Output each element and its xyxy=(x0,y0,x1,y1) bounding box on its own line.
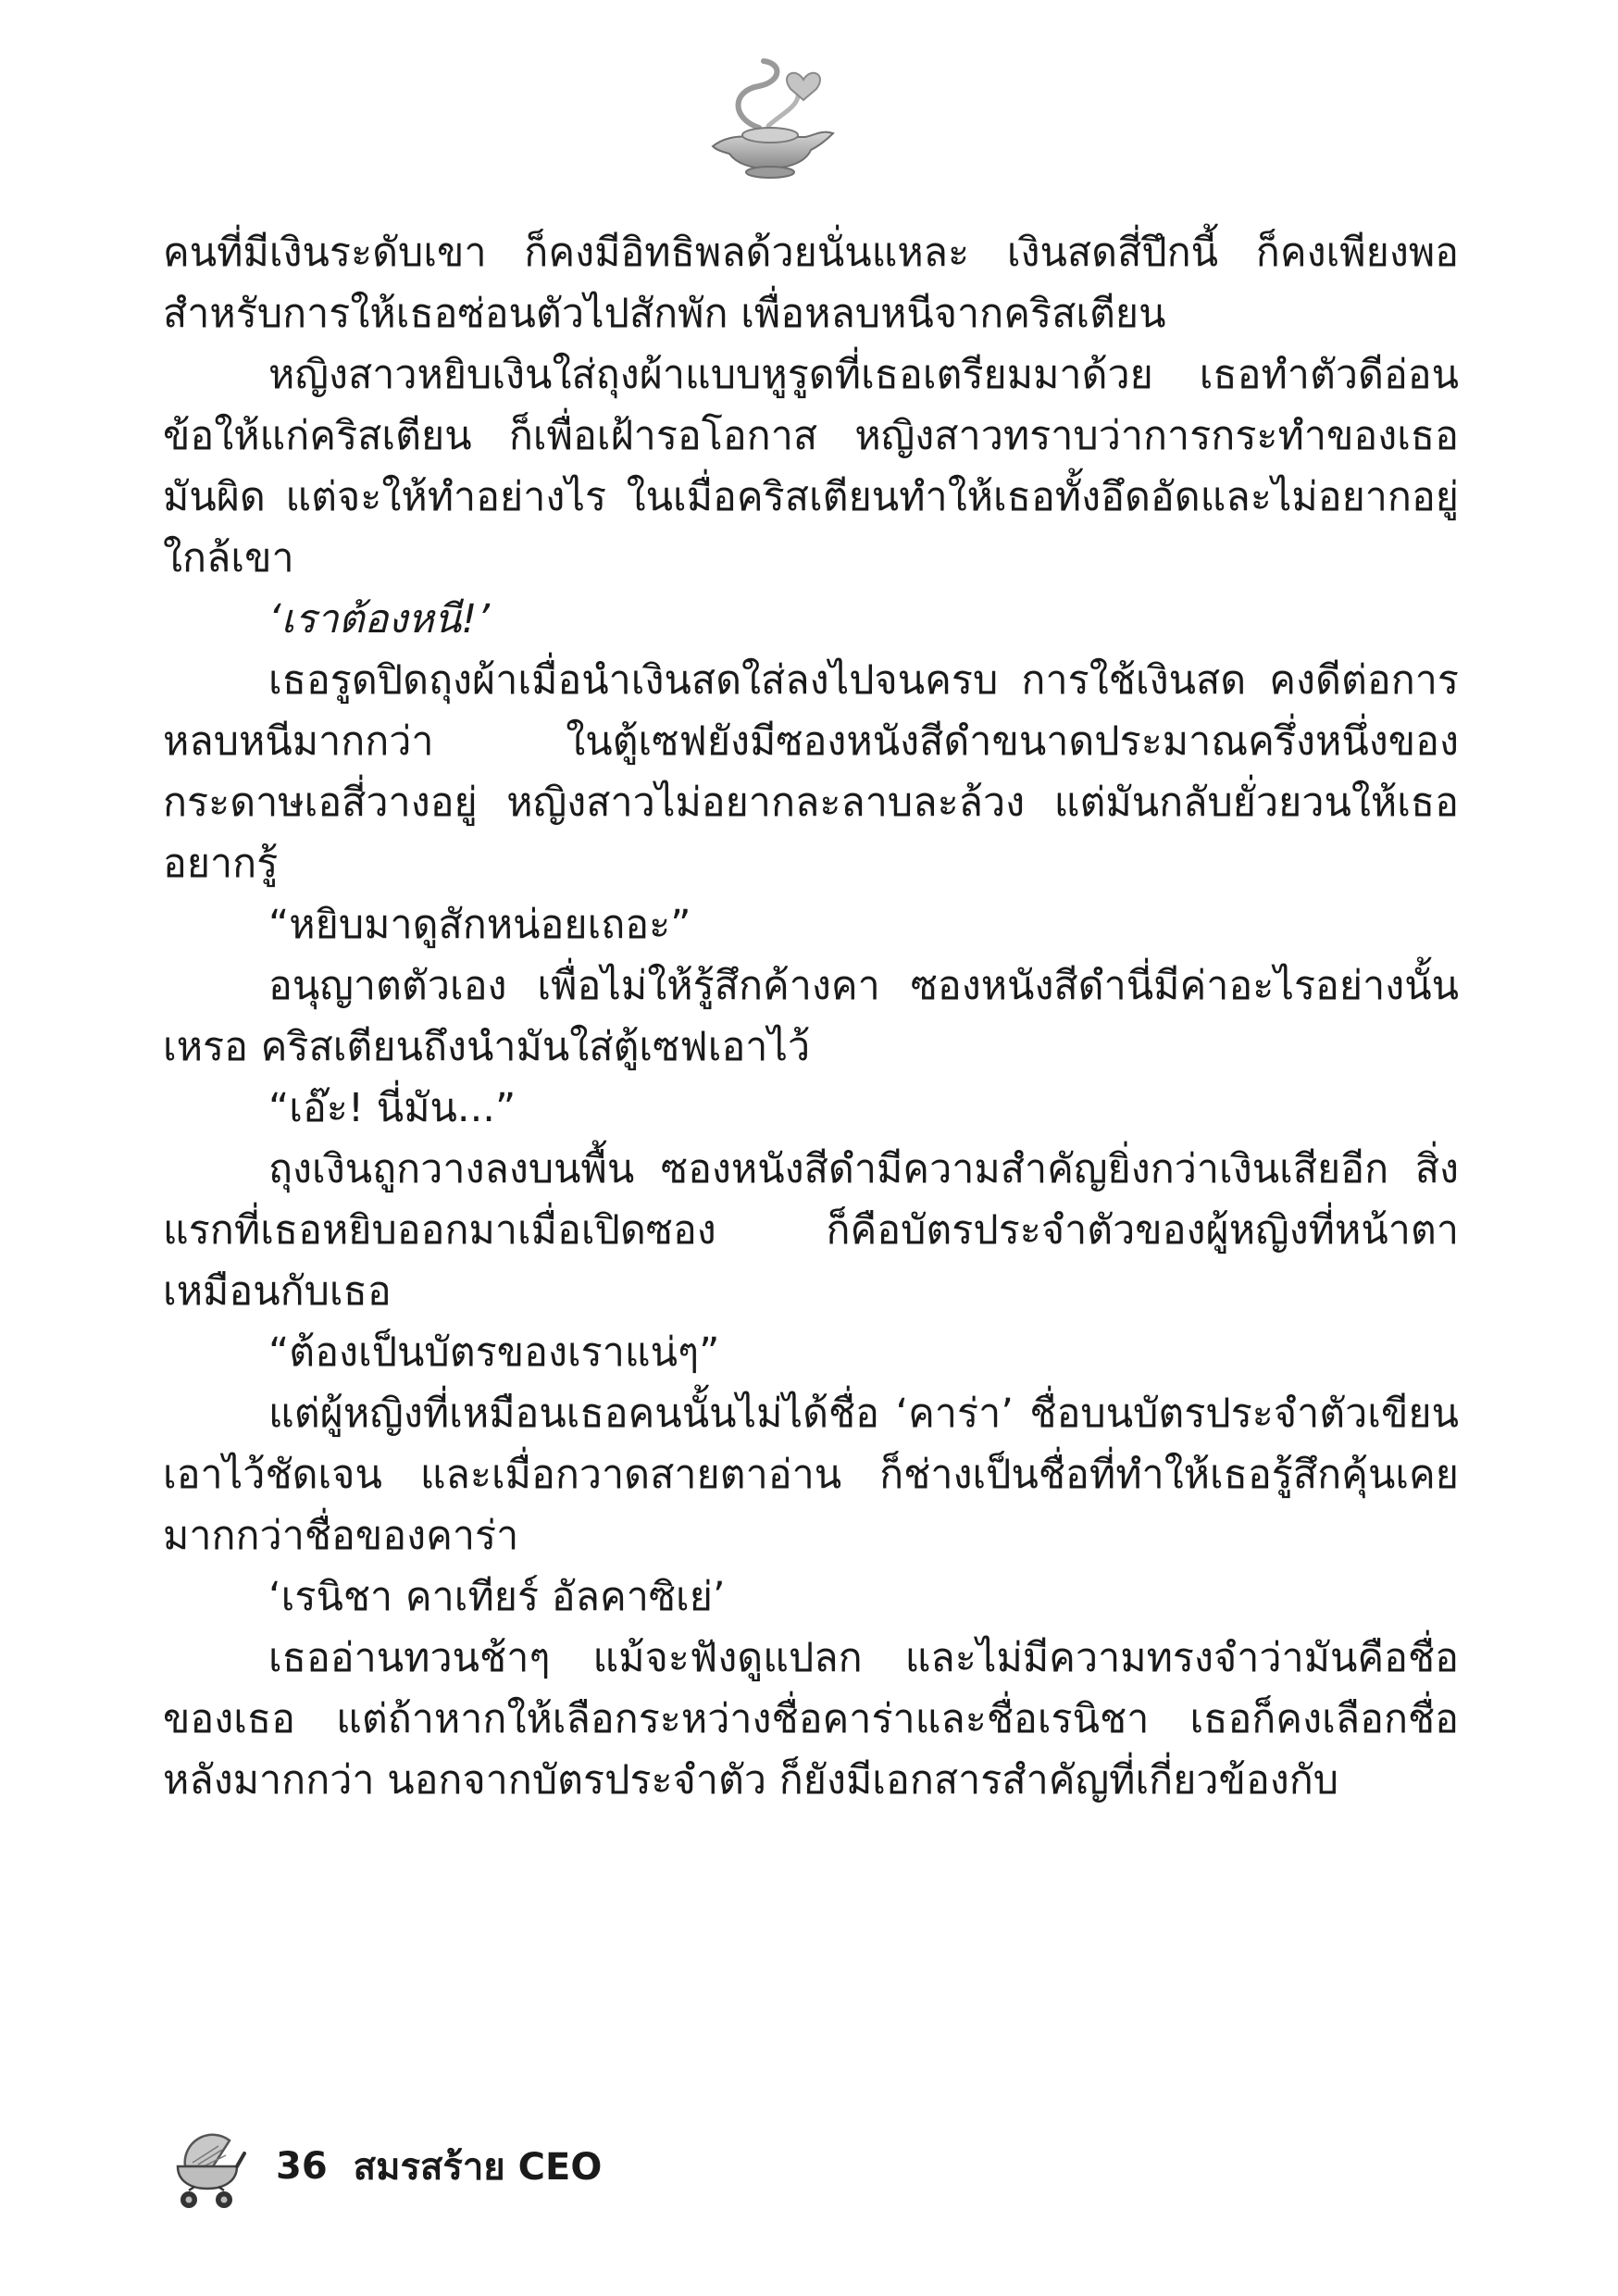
dialogue: “เอ๊ะ! นี่มัน...” xyxy=(268,1085,517,1131)
italic-thought: ‘เราต้องหนี!’ xyxy=(268,596,490,643)
paragraph: เธออ่านทวนช้าๆ แม้จะฟังดูแปลก และไม่มีความทรงจำว่ามันคือชื่อของเธอ แต่ถ้าหากให้เลือกระหว่างชื่อคาร่าและชื่อเรนิชา เธอก็คงเลือกชื่อหลังมากกว่า นอกจากบัตรประจำตัว ก็ยังมีเอกสารสำคัญที่เกี่ยวข้องกับ xyxy=(163,1635,1459,1803)
paragraph: คนที่มีเงินระดับเขา ก็คงมีอิทธิพลด้วยนั่นแหละ เงินสดสี่ปึกนี้ ก็คงเพียงพอสำหรับการให้เธอซ่อนตัวไปสักพัก เพื่อหลบหนีจากคริสเตียน xyxy=(163,230,1459,337)
baby-stroller-icon xyxy=(157,2120,250,2213)
paragraph: หญิงสาวหยิบเงินใส่ถุงผ้าแบบหูรูดที่เธอเตรียมมาด้วย เธอทำตัวดีอ่อนข้อให้แก่คริสเตียน ก็เพื่อเฝ้ารอโอกาส หญิงสาวทราบว่าการกระทำของเธอมันผิด แต่จะให้ทำอย่างไร ในเมื่อคริสเตียนทำให้เธอทั้งอึดอัดและไม่อยากอยู่ใกล้เขา xyxy=(163,352,1459,581)
paragraph: เธอรูดปิดถุงผ้าเมื่อนำเงินสดใส่ลงไปจนครบ การใช้เงินสด คงดีต่อการหลบหนีมากกว่า ในตู้เซฟยังมีซองหนังสีดำขนาดประมาณครึ่งหนึ่งของกระดาษเอสี่วางอยู่ หญิงสาวไม่อยากละลาบละล้วง แต่มันกลับยั่วยวนให้เธออยากรู้ xyxy=(163,657,1459,887)
page-number: 36 xyxy=(276,2145,328,2188)
page-body xyxy=(163,222,1459,1811)
book-title: สมรสร้าย CEO xyxy=(353,2146,603,2189)
paragraph: ถุงเงินถูกวางลงบนพื้น ซองหนังสีดำมีความสำคัญยิ่งกว่าเงินเสียอีก สิ่งแรกที่เธอหยิบออกมาเมื่อเปิดซอง ก็คือบัตรประจำตัวของผู้หญิงที่หน้าตาเหมือนกับเธอ xyxy=(163,1146,1459,1315)
dialogue: “หยิบมาดูสักหน่อยเถอะ” xyxy=(268,902,691,948)
dialogue: “ต้องเป็นบัตรของเราแน่ๆ” xyxy=(268,1329,720,1376)
paragraph-italic xyxy=(163,589,1459,650)
quoted-name: ‘เรนิชา คาเทียร์ อัลคาซิเย่’ xyxy=(268,1574,726,1620)
paragraph: อนุญาตตัวเอง เพื่อไม่ให้รู้สึกค้างคา ซองหนังสีดำนี่มีค่าอะไรอย่างนั้นเหรอ คริสเตียนถึงนำมันใส่ตู้เซฟเอาไว้ xyxy=(163,963,1459,1070)
page-footer xyxy=(157,2115,602,2217)
genie-lamp-ornament-icon xyxy=(694,54,842,183)
paragraph: แต่ผู้หญิงที่เหมือนเธอคนนั้นไม่ได้ชื่อ ‘คาร่า’ ชื่อบนบัตรประจำตัวเขียนเอาไว้ชัดเจน และเมื่อกวาดสายตาอ่าน ก็ช่างเป็นชื่อที่ทำให้เธอรู้สึกคุ้นเคยมากกว่าชื่อของคาร่า xyxy=(163,1391,1459,1559)
